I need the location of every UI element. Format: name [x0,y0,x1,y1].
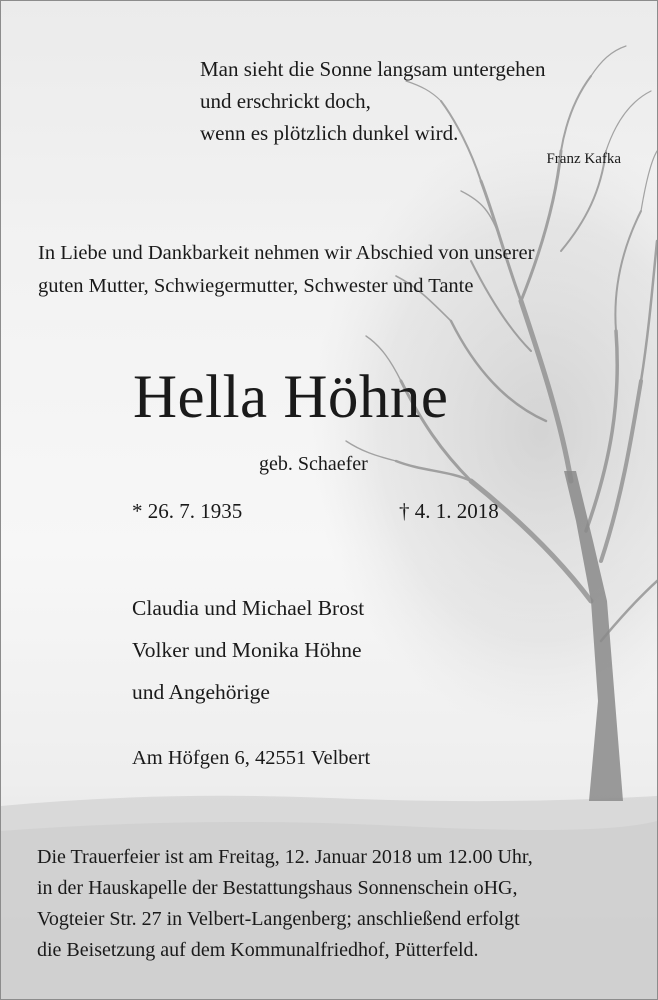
funeral-info-line: in der Hauskapelle der Bestattungshaus Sonnenschein oHG, [37,877,518,899]
quote-author: Franz Kafka [546,151,621,167]
quote-line: wenn es plötzlich dunkel wird. [200,121,459,145]
intro-line: guten Mutter, Schwiegermutter, Schwester und Tante [38,275,474,297]
intro-line: In Liebe und Dankbarkeit nehmen wir Abschied von unserer [38,242,535,264]
family-address: Am Höfgen 6, 42551 Velbert [132,747,371,769]
maiden-name: geb. Schaefer [259,453,368,475]
mourner-line: Claudia und Michael Brost [132,596,365,620]
birth-date: * 26. 7. 1935 [132,499,243,523]
funeral-info-line: Die Trauerfeier ist am Freitag, 12. Januar 2018 um 12.00 Uhr, [37,846,533,868]
deceased-name: Hella Höhne [133,364,449,431]
funeral-info-line: die Beisetzung auf dem Kommunalfriedhof, Pütterfeld. [37,939,479,961]
funeral-info-line: Vogteier Str. 27 in Velbert-Langenberg; anschließend erfolgt [37,908,520,930]
quote-line: und erschrickt doch, [200,89,371,113]
quote-line: Man sieht die Sonne langsam untergehen [200,57,546,81]
mourner-line: Volker und Monika Höhne [132,638,362,662]
mourner-line: und Angehörige [132,680,270,704]
death-date: † 4. 1. 2018 [399,499,499,523]
